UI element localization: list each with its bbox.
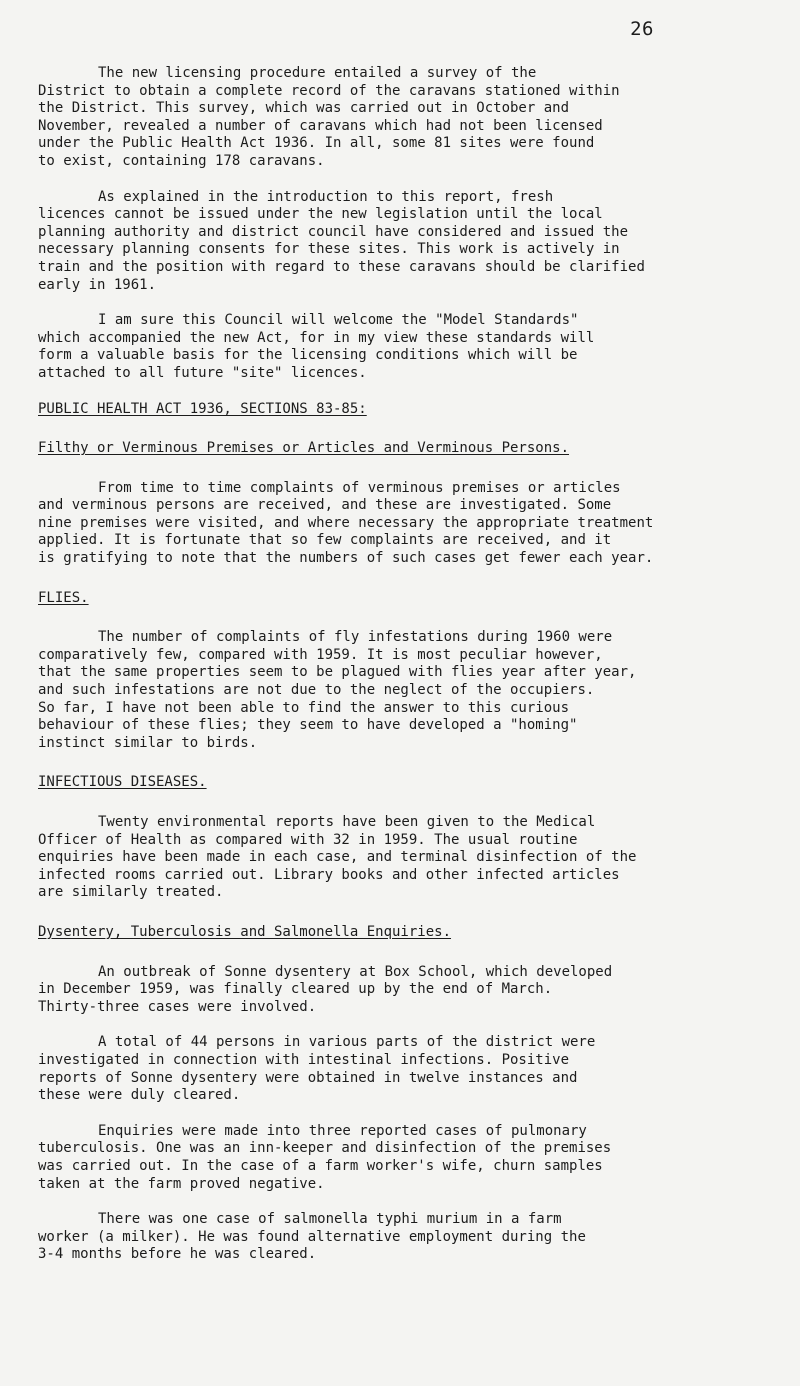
heading-infectious-diseases: INFECTIOUS DISEASES.: [38, 774, 207, 791]
paragraph-salmonella: There was one case of salmonella typhi murium in a farm worker (a milker). He was found alternative employment during the 3-4 months before he was cleared.: [38, 1211, 586, 1263]
paragraph-tuberculosis: Enquiries were made into three reported cases of pulmonary tuberculosis. One was an inn-keeper and disinfection of the premises was carried out. In the case of a farm worker's wife, churn samples taken at the farm proved negative.: [38, 1122, 612, 1192]
paragraph-sonne-outbreak: An outbreak of Sonne dysentery at Box School, which developed in December 1959, was finally cleared up by the end of March. Thirty-three cases were involved.: [38, 963, 613, 1015]
document-body: [38, 65, 778, 1264]
heading-flies: FLIES.: [38, 589, 89, 606]
heading-verminous-premises: Filthy or Verminous Premises or Articles and Verminous Persons.: [38, 440, 570, 457]
paragraph-intestinal-infections: A total of 44 persons in various parts of the district were investigated in connection with intestinal infections. Positive reports of Sonne dysentery were obtained in twelve instances and these were duly cleared.: [38, 1034, 596, 1104]
page-number: 26: [630, 18, 654, 40]
paragraph-caravan-survey: The new licensing procedure entailed a survey of the District to obtain a complete record of the caravans stationed within the District. This survey, which was carried out in October and November, revealed a number of caravans which had not been licensed under the Public Health Act 1936. In all, some 81 sites were found to exist, containing 178 caravans.: [38, 65, 620, 169]
paragraph-model-standards: I am sure this Council will welcome the "Model Standards" which accompanied the new Act, for in my view these standards will form a valuable basis for the licensing conditions which will be attached to all future "site" licences.: [38, 312, 595, 381]
paragraph-environmental-reports: Twenty environmental reports have been given to the Medical Officer of Health as compared with 32 in 1959. The usual routine enquiries have been made in each case, and terminal disinfection of the infected rooms carried out. Library books and other infected articles are similarly treated.: [38, 814, 637, 901]
heading-public-health-act: PUBLIC HEALTH ACT 1936, SECTIONS 83-85:: [38, 400, 367, 417]
heading-dysentery-enquiries: Dysentery, Tuberculosis and Salmonella Enquiries.: [38, 923, 452, 940]
paragraph-planning-consents: As explained in the introduction to this report, fresh licences cannot be issued under the new legislation until the local planning authority and district council have considered and issued the necessary planning consents for these sites. This work is actively in train and the position with regard to these caravans should be clarified early in 1961.: [38, 188, 645, 293]
paragraph-verminous-complaints: From time to time complaints of verminous premises or articles and verminous persons are received, and these are investigated. Some nine premises were visited, and where necessary the appropriate treatment applied. It is fortunate that so few complaints are received, and it is gratifying to note that the numbers of such cases get fewer each year.: [38, 479, 654, 567]
paragraph-fly-infestations: The number of complaints of fly infestations during 1960 were comparatively few, compared with 1959. It is most peculiar however, that the same properties seem to be plagued with flies year after year, and such infestations are not due to the neglect of the occupiers. So far, I have not been able to find the answer to this curious behaviour of these flies; they seem to have developed a "homing" instinct similar to birds.: [38, 629, 637, 751]
